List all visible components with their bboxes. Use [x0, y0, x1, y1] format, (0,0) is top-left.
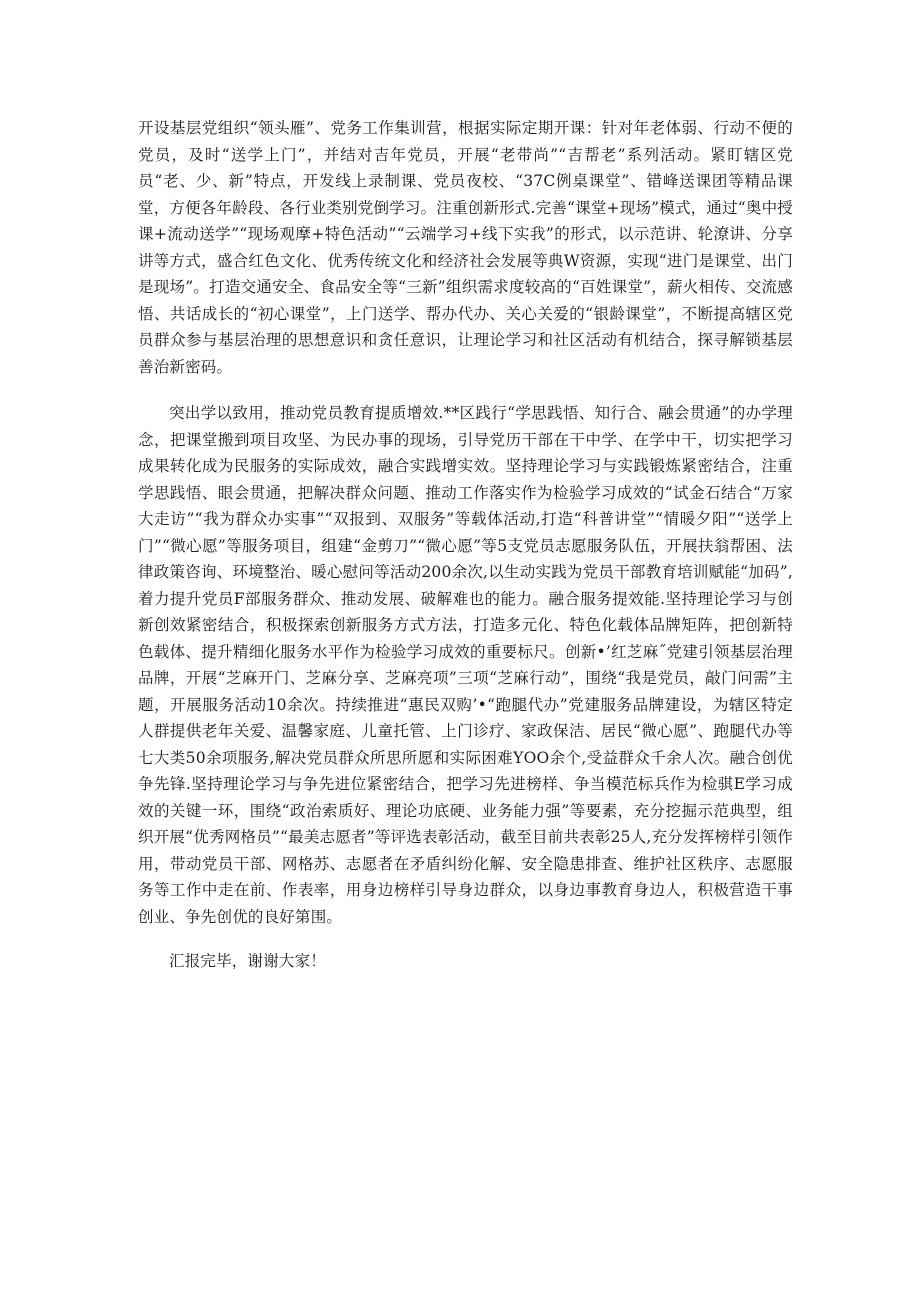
paragraph-gap: [138, 930, 793, 948]
paragraph-1: 开设基层党组织“领头雁”、党务工作集训营，根据实际定期开课：针对年老体弱、行动不便的党员，及时“送学上门”，并结对吉年党员，开展“老带尚”“吉帮老”系列活动。紧盯辖区党员“老、少、新”特点，开发线上录制课、党员夜校、“37C例桌课堂”、错峰送课团等精品课堂，方便各年龄段、各行业类别党倒学习。注重创新形式.完善“课堂+现场”模式，通过“奥中授课+流动送学”“现场观摩+特色活动”“云端学习+线下实我”的形式，以示范讲、轮潦讲、分享讲等方式，盛合红色文化、优秀传统文化和经济社会发展等典W资源，实现“进门是课堂、出门是现场”。打造交通安全、食品安全等“三新”组织需求度较高的“百姓课堂”，薪火相传、交流感悟、共话成长的“初心课堂”，上门送学、帮办代办、关心关爱的“银龄课堂”，不断提高辖区党员群众参与基层治理的思想意识和贪任意识，让理论学习和社区活动有机结合，探寻解锁基层善治新密码。: [138, 119, 793, 376]
paragraph-gap: [138, 380, 793, 400]
document-page: [138, 115, 793, 975]
paragraph-2: 突出学以致用，推动党员教育提质增效.**区践行“学思践悟、知行合、融会贯通”的办学理念，把课堂搬到项目攻坚、为民办事的现场，引导党历干部在干中学、在学中干，切实把学习成果转化成为民服务的实际成效，融合实践增实效。坚持理论学习与实践锻炼紧密结合，注重学思践悟、眼会贯通，把解决群众问题、推动工作落实作为检验学习成效的“试金石结合“万家大走访”“我为群众办实事”“双报到、双服务”等载体活动,打造“科普讲堂”“情暖夕阳”“送学上门”“微心愿”等服务项目，组建“金剪刀”“微心愿”等5支党员志愿服务队伍，开展扶翁帮困、法律政策咨询、环境整治、暖心慰问等活动200余次,以生动实践为党员干部教育培训赋能“加码”,着力提升党员F部服务群众、推动发展、破解难也的能力。融合服务提效能.坚持理论学习与创新创效紧密结合，积极探索创新服务方式方法，打造多元化、特色化载体品牌矩阵，把创新特色载体、提升精细化服务水平作为检验学习成效的重要标尺。创新•’红芝麻˝党建引领基层治理品牌，开展“芝麻开门、芝麻分享、芝麻亮项”三项“芝麻行动”，围绕“我是党员，敲门问需”主题，开展服务活动10余次。持续推进“惠民双购’•“跑腿代办”党建服务品牌建设，为辖区特定人群提供老年关爱、温馨家庭、儿童托管、上门诊疗、家政保洁、居民“微心愿”、跑腿代办等七大类50余项服务,解决党员群众所思所愿和实际困难YOO余个,受益群众千余人次。融合创优争先锋.坚持理论学习与争先进位紧密结合，把学习先进榜样、争当模范标兵作为检骐E学习成效的关键一环，围绕“政治索质好、理论功底硬、业务能力强”等要素，充分挖掘示范典型，组织开展“优秀网格员”“最美志愿者”等评选表彰活动，截至目前共表彰25人,充分发挥榜样引领作用，带动党员干部、网格苏、志愿者在矛盾纠纷化解、安全隐患排查、维护社区秩序、志愿服务等工作中走在前、作表率，用身边榜样引导身边群众，以身边事教育身边人，积极营造干事创业、争先创优的良好第围。: [138, 404, 793, 926]
paragraph-closing: 汇报完毕，谢谢大家！: [169, 952, 327, 970]
